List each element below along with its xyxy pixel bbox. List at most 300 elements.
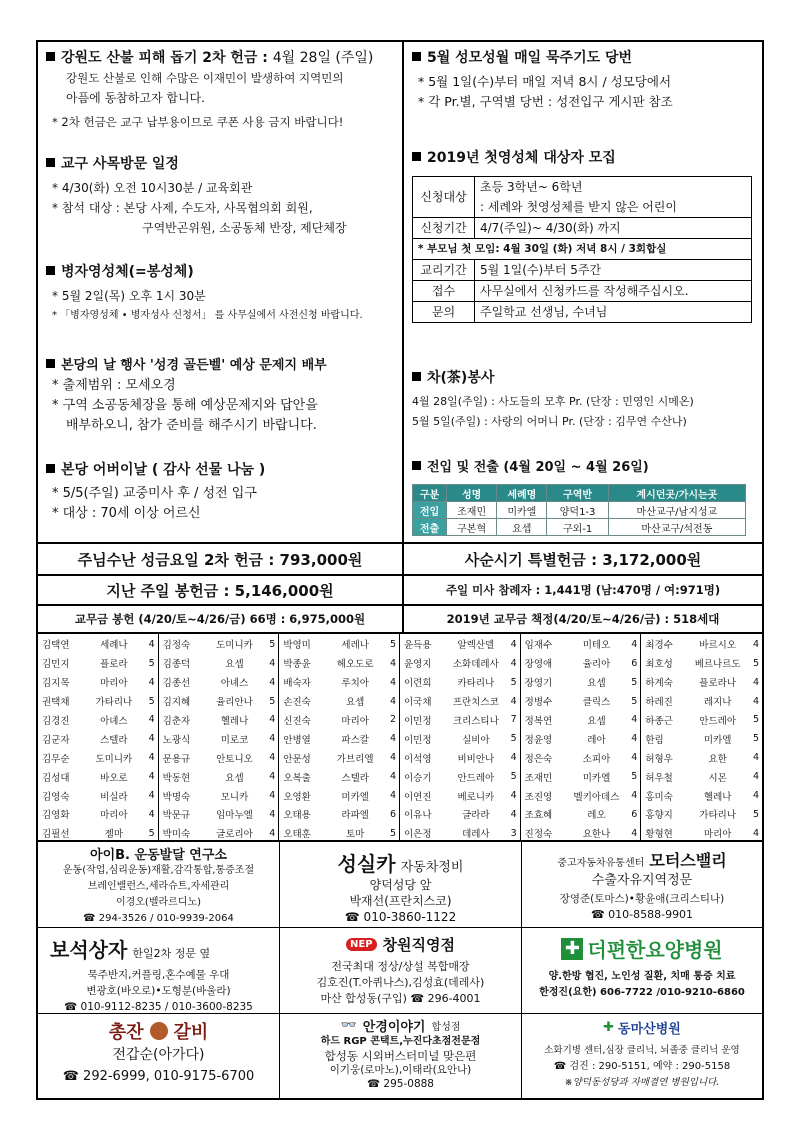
names-column [400,634,521,842]
ad-line: ※양덕동성당과 자매결연 병원입니다. [564,1077,720,1088]
names-row [521,634,641,655]
baptismal-name: 요셉 [587,678,606,690]
names-row [38,804,158,825]
count: 4 [148,771,155,783]
person-name: 하종근 [645,715,673,727]
baptismal-name: 도미니카 [95,753,133,765]
ad-dongmasan-hospital [522,1014,762,1100]
baptismal-name: 율리아 [582,659,611,671]
count: 4 [631,638,638,650]
names-row [641,634,762,655]
table-key: 접수 [413,281,475,302]
count: 3 [510,827,517,839]
bulletin-page [36,40,764,1100]
count: 4 [510,657,517,669]
count: 4 [148,638,155,650]
ad-title: 동마산병원 [618,1022,681,1037]
ad-phone: 마산 합성동(구입) ☎ 296-4001 [320,992,481,1005]
baptismal-name: 비실라 [100,791,128,803]
names-column [641,634,762,842]
baptismal-name: 율리안나 [216,697,253,709]
count: 4 [510,695,517,707]
count: 5 [631,695,638,707]
person-name: 정윤영 [524,734,553,746]
baptismal-name: 가브리엘 [336,753,374,765]
count: 4 [389,657,396,669]
text-line: * 각 Pr.별, 구역별 당번 : 성전입구 게시판 참조 [418,94,673,109]
count: 6 [389,808,396,820]
names-row [521,785,641,806]
parish-dues-assessment: 2019년 교무금 책정(4/20/토~4/26/금) : 518세대 [446,612,720,626]
person-name: 문용규 [162,753,191,765]
names-column [38,634,159,842]
person-name: 김종덕 [162,659,191,671]
column-header: 세례명 [497,485,547,502]
person-name: 노광식 [162,734,191,746]
baptismal-name: 마리아 [100,678,128,690]
count: 5 [148,827,155,839]
person-name: 오영환 [283,791,311,803]
person-name: 임재수 [524,640,553,652]
person-name: 이연진 [404,791,432,803]
person-name: 윤영지 [404,659,432,671]
sunday-offering: 지난 주일 봉헌금 : 5,146,000원 [38,576,404,604]
baptismal-name: 스텔라 [100,734,128,746]
count: 4 [752,638,759,650]
baptismal-name: 마리아 [100,810,128,822]
names-row [641,785,762,806]
names-column [279,634,400,842]
section-title: 강원도 산불 피해 돕기 2차 헌금 : [61,50,268,66]
baptismal-name: 레아 [587,734,606,746]
ad-line: 운동(작업,심리운동)재활,감각통합,통증조절 [62,865,255,876]
table-value: 사무실에서 신청카드를 작성해주십시오. [475,281,752,302]
bullet-square-icon [46,359,55,368]
count: 4 [510,752,517,764]
baptismal-name: 멜키아데스 [573,791,620,803]
names-row [159,729,279,750]
text-line: * 구역 소공동체장을 통해 예상문제지와 답안을 [52,398,318,413]
person-name: 이민정 [404,734,432,746]
baptismal-name: 파스칼 [341,734,369,746]
count: 4 [752,752,759,764]
person-name: 권택채 [42,697,70,709]
text-line: * 대상 : 70세 이상 어르신 [52,506,201,521]
count: 4 [269,733,276,745]
person-name: 황형현 [645,829,673,841]
table-cell: 미카엘 [497,502,547,519]
names-row [279,653,399,674]
count: 4 [269,752,276,764]
person-name: 조진영 [524,791,553,803]
names-row [641,804,762,825]
dues-names-table [38,632,762,840]
table-row [413,502,746,519]
names-row [279,804,399,825]
count: 4 [148,733,155,745]
baptismal-name: 요셉 [225,772,244,784]
names-row [641,729,762,750]
text-line: 구역반곤위원, 소공동체 반장, 제단체장 [142,221,347,235]
names-row [38,653,158,674]
ad-nep-store [280,928,522,1014]
names-row [38,634,158,655]
person-name: 조재민 [524,772,553,784]
count: 4 [752,827,759,839]
count: 4 [148,714,155,726]
person-name: 한림 [645,734,664,746]
baptismal-name: 아녜스 [220,678,249,690]
names-row [400,653,520,674]
person-name: 이승기 [404,772,432,784]
table-cell: 전입 [413,502,447,519]
count: 4 [389,676,396,688]
names-row [641,747,762,768]
baptismal-name: 베르나르도 [694,659,741,671]
count: 2 [389,714,396,726]
person-name: 진정숙 [524,829,553,841]
recruitment-table [412,176,752,323]
ad-line: 장영준(토마스)•황윤애(크리스티나) [559,893,725,905]
table-row [413,519,746,536]
names-row [521,747,641,768]
ad-line: 수출자유지역정문 [591,873,693,888]
table-row [413,239,752,260]
table-cell: 마산교구/석전동 [608,519,745,536]
person-name: 김영화 [42,810,70,822]
baptismal-name: 요셉 [587,715,606,727]
bullet-square-icon [412,461,421,470]
baptismal-name: 요한나 [582,829,611,841]
baptismal-name: 헬레나 [703,791,732,803]
count: 4 [269,676,276,688]
person-name: 이국채 [404,697,432,709]
person-name: 김필선 [42,829,70,841]
names-row [641,691,762,712]
person-name: 오복출 [283,772,311,784]
table-row [413,260,752,281]
count: 5 [510,733,517,745]
text-line: * 「병자영성체 • 병자성사 신청서」 를 사무실에서 사전신청 바랍니다. [52,310,363,321]
person-name: 김택연 [42,640,70,652]
names-row [38,672,158,693]
ad-subtitle: 자동차정비 [400,860,464,875]
person-name: 김종선 [162,678,191,690]
names-row [159,710,279,731]
baptismal-name: 안토니오 [216,753,253,765]
person-name: 김경진 [42,715,70,727]
ad-title: 갈비 [173,1022,209,1043]
table-key: 신청기간 [413,218,475,239]
ad-title: 보석상자 [50,938,128,962]
names-row [279,766,399,787]
person-name: 정복연 [524,715,553,727]
baptismal-name: 안드레아 [699,715,737,727]
count: 5 [148,695,155,707]
table-key: 문의 [413,302,475,323]
baptismal-name: 마리아 [341,715,369,727]
person-name: 안문성 [283,753,311,765]
section-title: 본당 어버이날 ( 감사 선물 나눔 ) [61,462,266,478]
table-cell: 마산교구/남지성교 [608,502,745,519]
table-row [413,177,752,198]
baptismal-name: 헤오도로 [336,659,374,671]
ad-motor-lab [38,842,280,928]
ad-line: 소화기병 센터,심장 클리닉, 뇌졸중 클리닉 운영 [544,1045,740,1056]
baptismal-name: 글라라 [462,810,490,822]
names-row [400,710,520,731]
person-name: 박동현 [162,772,191,784]
names-row [279,747,399,768]
names-row [38,729,158,750]
baptismal-name: 미카엘 [582,772,611,784]
names-row [641,710,762,731]
count: 4 [631,752,638,764]
names-row [279,672,399,693]
section-golden-bell [46,356,396,436]
bullet-square-icon [412,372,421,381]
person-name: 홍미숙 [645,791,673,803]
baptismal-name: 세례나 [100,640,128,652]
names-row [159,785,279,806]
table-value: 초등 3학년~ 6학년 [475,177,752,198]
names-row [521,729,641,750]
bullet-square-icon [46,464,55,473]
table-cell: 양덕1-3 [547,502,608,519]
count: 7 [510,714,517,726]
names-row [400,766,520,787]
person-name: 윤득용 [404,640,432,652]
person-name: 김성대 [42,772,70,784]
baptismal-name: 미카엘 [703,734,732,746]
baptismal-name: 비비안나 [457,753,495,765]
names-row [400,729,520,750]
names-row [521,710,641,731]
section-parents-day [46,460,396,524]
person-name: 이민정 [404,715,432,727]
count: 4 [148,790,155,802]
person-name: 허우철 [645,772,673,784]
offering-band-1 [38,542,762,574]
cross-icon: ✚ [561,938,583,960]
baptismal-name: 루치아 [341,678,369,690]
baptismal-name: 소화데레사 [452,659,499,671]
baptismal-name: 글로리아 [216,829,253,841]
count: 4 [631,790,638,802]
ad-phone: ☎ 294-3526 / 010-9939-2064 [83,913,234,924]
text-line: * 5/5(주일) 교중미사 후 / 성전 입구 [52,486,257,501]
baptismal-name: 미로코 [220,734,249,746]
baptismal-name: 요한 [708,753,727,765]
ad-phone: ☎ 295-0888 [367,1078,434,1090]
ad-line: ☎ 검진 : 290-5151, 예약 : 290-5158 [553,1061,731,1072]
person-name: 신진숙 [283,715,311,727]
names-row [38,710,158,731]
names-row [279,785,399,806]
person-name: 이석영 [404,753,432,765]
count: 6 [631,808,638,820]
cross-icon: ✚ [603,1020,615,1035]
nep-logo-icon: NEP [346,938,377,951]
column-header: 성명 [447,485,497,502]
mass-attendance: 주일 미사 참례자 : 1,441명 (남:470명 / 여:971명) [445,583,721,597]
ad-title: 창원직영점 [382,936,455,954]
count: 4 [389,695,396,707]
section-rosary-duty [412,48,756,112]
count: 4 [269,808,276,820]
count: 5 [752,714,759,726]
ad-line: 합성동 시외버스터미널 맞은편 [324,1049,477,1063]
table-cell: 요셉 [497,519,547,536]
person-name: 오태용 [283,810,311,822]
baptismal-name: 소피아 [582,753,611,765]
count: 5 [269,695,276,707]
names-row [400,634,520,655]
count: 5 [389,827,396,839]
names-row [400,804,520,825]
section-title: 본당의 날 행사 '성경 골든벨' 예상 문제지 배부 [61,358,327,373]
baptismal-name: 가타리나 [95,697,133,709]
baptismal-name: 도미니카 [216,640,253,652]
count: 4 [269,790,276,802]
table-cell: 구외-1 [547,519,608,536]
section-sick-communion [46,262,396,326]
ad-line: 양덕성당 앞 [369,878,432,892]
baptismal-name: 시몬 [708,772,727,784]
table-cell: 조재민 [447,502,497,519]
baptismal-name: 임마누엘 [216,810,253,822]
names-row [400,747,520,768]
section-title: 2019년 첫영성체 대상자 모집 [427,150,616,166]
table-cell: 전출 [413,519,447,536]
person-name: 김지혜 [162,697,191,709]
lent-offering: 사순시기 특별헌금 : 3,172,000원 [464,550,702,569]
baptismal-name: 미카엘 [341,791,369,803]
person-name: 손진숙 [283,697,311,709]
text-line: 강원도 산불로 인해 수많은 이재민이 발생하여 지역민의 [66,71,344,85]
names-row [641,672,762,693]
ad-jewelry [38,928,280,1014]
baptismal-name: 헬레나 [220,715,249,727]
text-line: * 4/30(화) 오전 10시30분 / 교육회관 [52,181,253,195]
count: 4 [389,752,396,764]
ad-subtitle: 한일2차 정문 옆 [132,947,211,960]
section-title: 교구 사목방문 일정 [61,156,179,172]
ad-line: 이기웅(로마노),이태라(요안나) [329,1064,472,1076]
section-wildfire-donation [46,48,396,132]
person-name: 박문규 [162,810,191,822]
column-header: 계시던곳/가시는곳 [608,485,745,502]
names-row [159,672,279,693]
person-name: 안병열 [283,734,311,746]
person-name: 정병수 [524,697,553,709]
ad-motors-valley [522,842,762,928]
table-value: 주일학교 선생님, 수녀님 [475,302,752,323]
ad-title: 총잔 [108,1022,144,1043]
bullet-square-icon [412,152,421,161]
table-row [413,281,752,302]
count: 4 [389,771,396,783]
bullet-square-icon [46,266,55,275]
baptismal-name: 미테오 [582,640,611,652]
left-column [38,42,404,542]
section-title: 병자영성체(=봉성체) [61,264,194,280]
count: 4 [269,714,276,726]
names-row [400,785,520,806]
person-name: 김군자 [42,734,70,746]
names-row [38,691,158,712]
ad-line: 김호진(T.아퀴나스),김성효(데레사) [316,976,485,989]
count: 5 [510,771,517,783]
table-value: : 세례와 첫영성체를 받지 않은 어린이 [475,197,752,218]
names-row [521,691,641,712]
count: 4 [510,638,517,650]
transfer-table [412,484,746,536]
table-row [413,218,752,239]
advertisements [38,840,762,1098]
section-tea-service [412,368,756,432]
count: 4 [631,714,638,726]
baptismal-name: 크리스티나 [452,715,499,727]
person-name: 이련희 [404,678,432,690]
offering-band-3 [38,604,762,632]
person-name: 김춘자 [162,715,191,727]
baptismal-name: 가타리나 [699,810,737,822]
person-name: 박미숙 [162,829,191,841]
ad-line: 브레인밸런스,세라슈트,자세관리 [87,881,230,892]
baptismal-name: 플로라 [100,659,128,671]
count: 5 [269,638,276,650]
names-row [279,710,399,731]
names-row [521,804,641,825]
section-title: 차(茶)봉사 [427,370,495,386]
names-row [521,653,641,674]
column-header: 구분 [413,485,447,502]
names-row [159,766,279,787]
parish-dues-offering: 교무금 봉헌 (4/20/토~4/26/금) 66명 : 6,975,000원 [38,606,404,632]
table-key: 교리기간 [413,260,475,281]
count: 5 [752,733,759,745]
names-row [38,747,158,768]
names-row [159,653,279,674]
person-name: 정은숙 [524,753,553,765]
person-name: 박종윤 [283,659,311,671]
baptismal-name: 베로니카 [457,791,495,803]
person-name: 장영애 [524,659,553,671]
ad-line: 이경오(벨라르디노) [115,897,202,908]
count: 4 [148,752,155,764]
baptismal-name: 모니카 [220,791,249,803]
text-line: * 출제범위 : 모세오경 [52,378,176,393]
text-line: 배부하오니, 참가 준비를 해주시기 바랍니다. [66,418,317,433]
names-row [641,653,762,674]
person-name: 오태훈 [283,829,311,841]
table-cell: 구본혁 [447,519,497,536]
names-row [159,747,279,768]
ad-line: 전갑순(아가다) [112,1047,205,1063]
count: 6 [631,657,638,669]
person-name: 이유나 [404,810,432,822]
count: 4 [510,790,517,802]
baptismal-name: 레지나 [703,697,732,709]
person-name: 김정숙 [162,640,191,652]
person-name: 김지목 [42,678,70,690]
ad-title: 더편한요양병원 [587,938,723,962]
text-line: 5월 5일(주일) : 사랑의 어머니 Pr. (단장 : 김무연 수산나) [412,415,687,428]
ad-title: 모터스밸리 [649,851,727,870]
baptismal-name: 레오 [587,810,606,822]
baptismal-name: 젬마 [104,829,123,841]
